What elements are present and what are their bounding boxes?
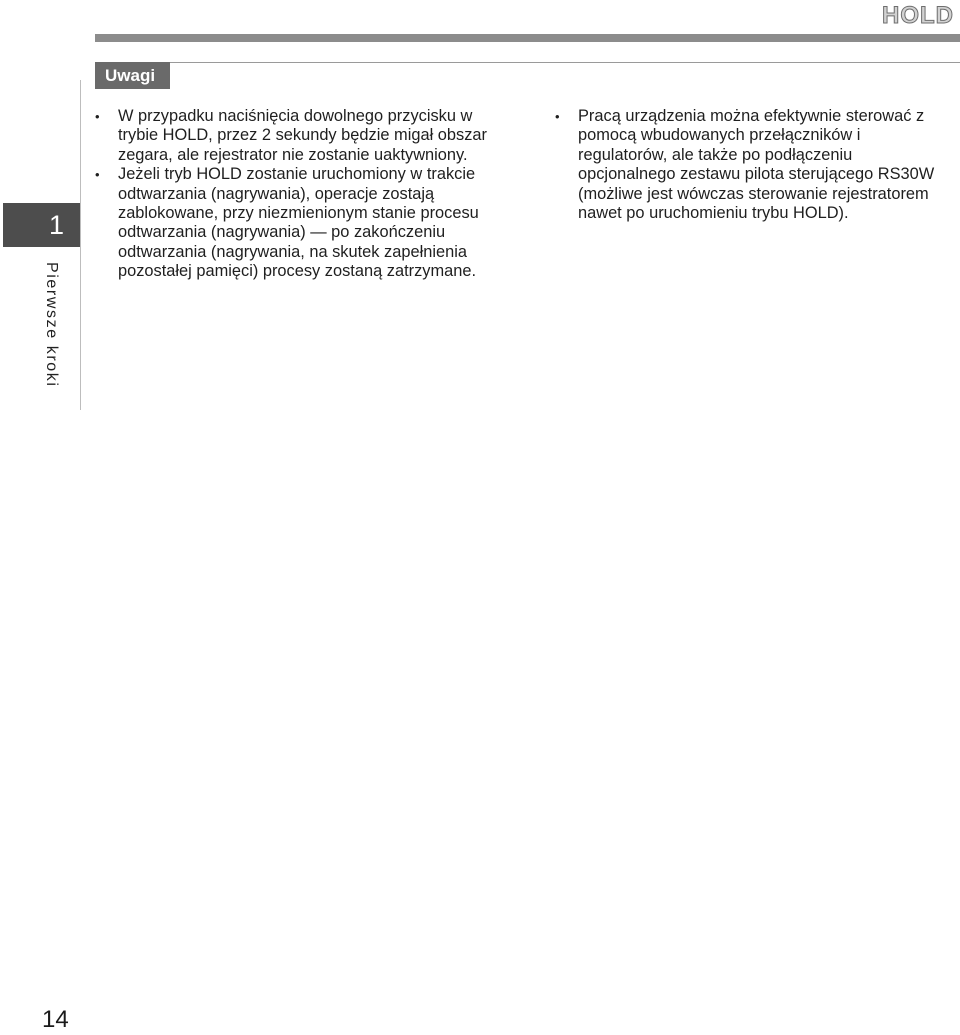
- header-rule: [95, 34, 960, 42]
- notes-left-column: [95, 107, 515, 282]
- page-header-title: HOLD: [882, 2, 954, 29]
- notes-right-column: [555, 107, 935, 223]
- page-number: 14: [42, 1006, 69, 1033]
- section-rule: [170, 62, 960, 63]
- chapter-number-tab: 1: [3, 203, 80, 247]
- chapter-name: Pierwsze kroki: [43, 262, 60, 388]
- section-label: Uwagi: [95, 62, 170, 89]
- note-item: • Pracą urządzenia można efektywnie sterować z pomocą wbudowanych przełączników i regulatorów, ale także po podłączeniu opcjonalnego zestawu pilota sterującego RS30W (możliwe jest wówczas sterowanie rejestratorem nawet po uruchomieniu trybu HOLD).: [555, 107, 935, 223]
- note-item: • Jeżeli tryb HOLD zostanie uruchomiony w trakcie odtwarzania (nagrywania), operacje zostają zablokowane, przy niezmienionym stanie procesu odtwarzania (nagrywania) — po zakończeniu odtwarzania (nagrywania, na skutek zapełnienia pozostałej pamięci) procesy zostaną zatrzymane.: [95, 165, 515, 281]
- note-item: • W przypadku naciśnięcia dowolnego przycisku w trybie HOLD, przez 2 sekundy będzie migał obszar zegara, ale rejestrator nie zostanie uaktywniony.: [95, 107, 515, 165]
- chapter-divider: [80, 80, 81, 410]
